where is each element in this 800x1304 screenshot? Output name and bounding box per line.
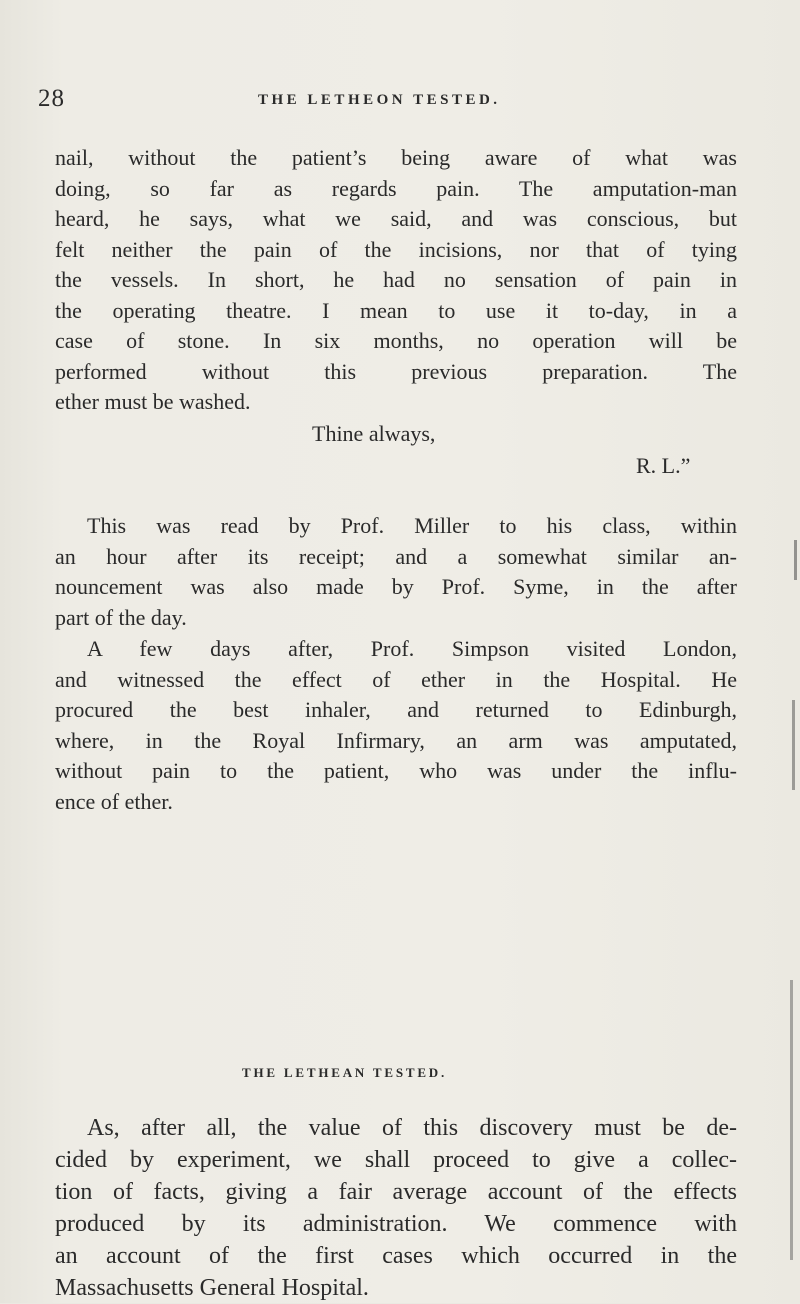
text-line: felt neither the pain of the incisions, nor that of tying — [55, 236, 737, 262]
text-line: the vessels. In short, he had no sensation of pain in — [55, 267, 737, 292]
text-line: produced by its administration. We commence with — [55, 1211, 737, 1237]
text-line: nouncement was also made by Prof. Syme, in the after — [55, 574, 737, 599]
text-line: ether must be washed. — [55, 389, 251, 414]
text-line: This was read by Prof. Miller to his class, within — [87, 513, 737, 538]
text-line: without pain to the patient, who was under the influ- — [55, 758, 737, 783]
text-line: an hour after its receipt; and a somewhat similar an- — [55, 543, 737, 569]
page-number: 28 — [38, 85, 65, 112]
running-head: THE LETHEON TESTED. — [258, 92, 501, 108]
text-line: an account of the first cases which occurred in the — [55, 1243, 737, 1269]
text-line: case of stone. In six months, no operation will be — [55, 328, 737, 353]
text-line: nail, without the patient’s being aware of what was — [55, 145, 737, 170]
paragraph-two — [55, 634, 737, 817]
text-line: A few days after, Prof. Simpson visited London, — [87, 636, 737, 661]
text-line: part of the day. — [55, 604, 187, 630]
text-line: doing, so far as regards pain. The amputation-man — [55, 175, 737, 201]
section-paragraph — [55, 1112, 737, 1304]
text-line: cided by experiment, we shall proceed to give a collec- — [55, 1147, 737, 1173]
paragraph-one — [55, 511, 737, 633]
text-line: Massachusetts General Hospital. — [55, 1275, 369, 1301]
letter-text — [55, 143, 737, 418]
text-line: heard, he says, what we said, and was conscious, but — [55, 206, 737, 231]
text-line: As, after all, the value of this discovery must be de- — [87, 1115, 737, 1141]
text-line: tion of facts, giving a fair average account of the effects — [55, 1179, 737, 1205]
section-heading: THE LETHEAN TESTED. — [242, 1065, 448, 1080]
text-line: procured the best inhaler, and returned to Edinburgh, — [55, 697, 737, 722]
letter-closing: Thine always, — [312, 421, 436, 446]
text-line: ence of ether. — [55, 788, 173, 814]
letter-signature: R. L.” — [636, 453, 691, 478]
text-line: and witnessed the effect of ether in the Hospital. He — [55, 666, 737, 692]
text-line: performed without this previous preparation. The — [55, 358, 737, 384]
scan-artifact — [792, 700, 795, 790]
text-line: the operating theatre. I mean to use it to-day, in a — [55, 297, 737, 323]
page-header — [0, 84, 800, 114]
scan-artifact — [790, 980, 793, 1260]
text-line: where, in the Royal Infirmary, an arm was amputated, — [55, 727, 737, 753]
scan-artifact — [794, 540, 797, 580]
